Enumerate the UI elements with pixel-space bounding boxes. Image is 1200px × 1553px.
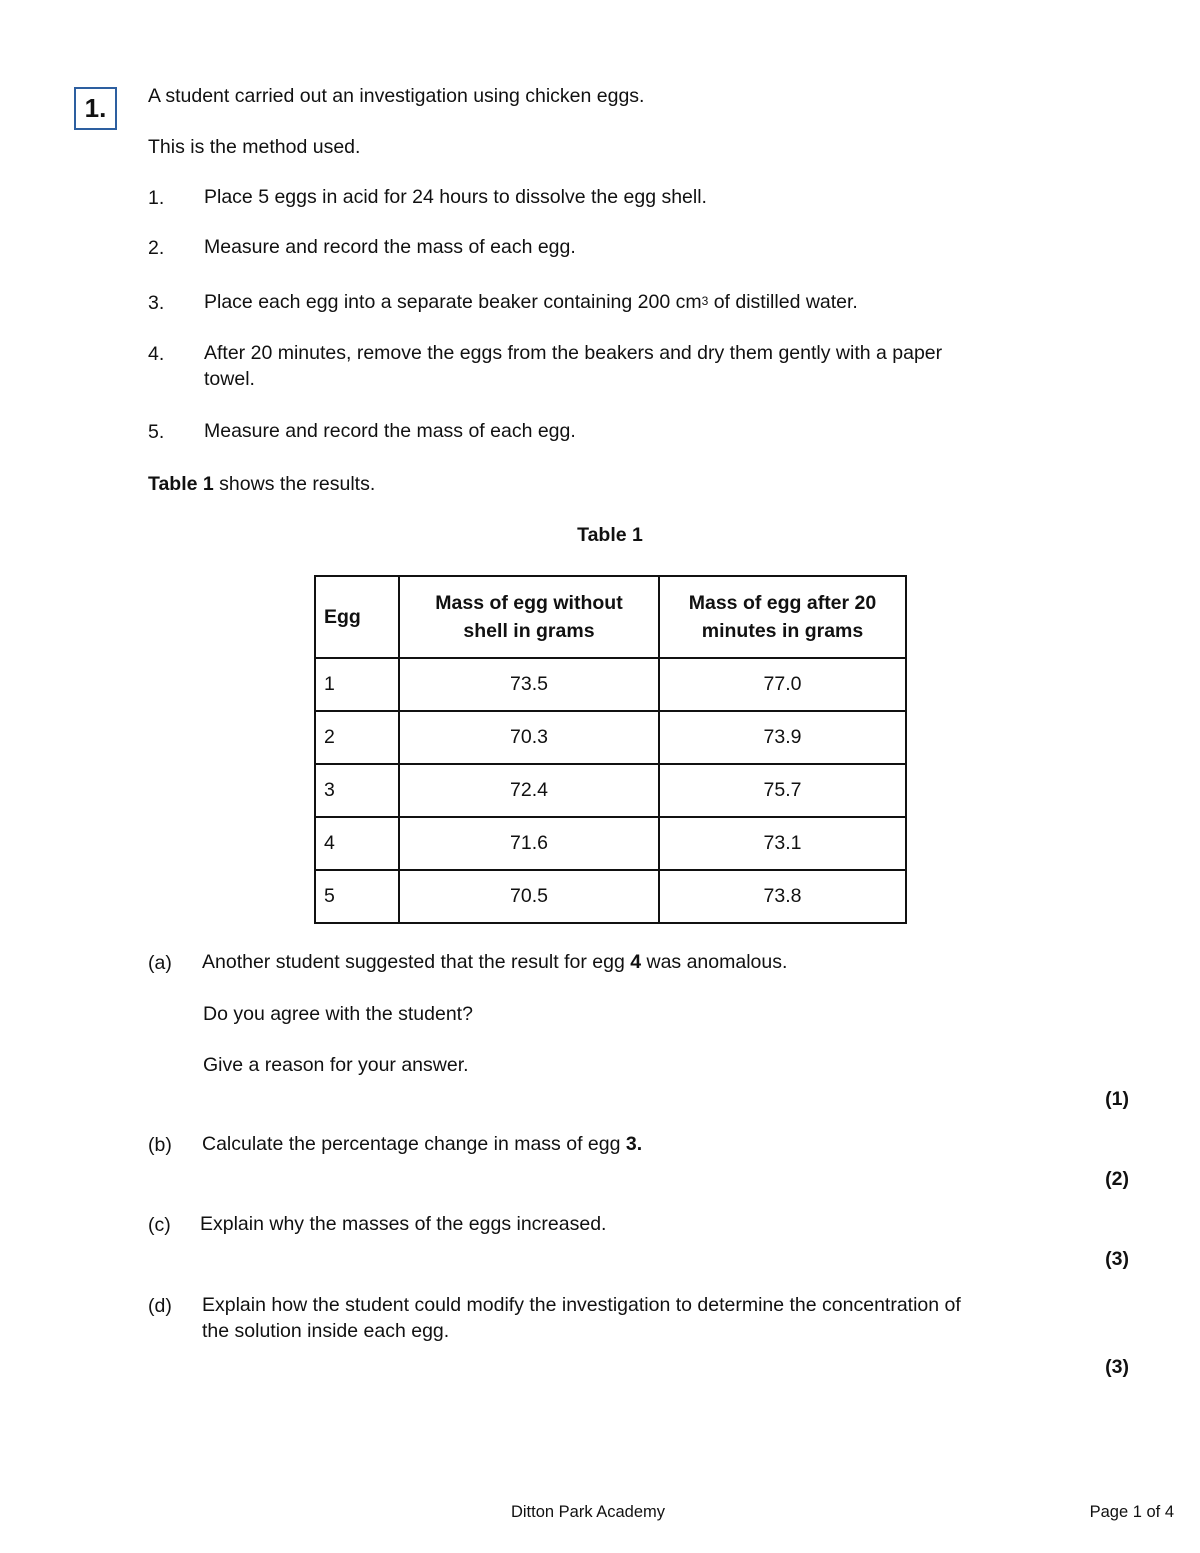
part-a-label: (a) [148,952,172,974]
part-a-question: Do you agree with the student? [203,1003,473,1025]
cell-mass-before: 73.5 [399,658,659,711]
header-egg: Egg [315,576,399,658]
part-a-text-part: was anomalous. [641,951,788,973]
step-number: 5. [148,421,165,443]
table-reference-bold: Table 1 [148,473,214,495]
part-a-instruction: Give a reason for your answer. [203,1054,469,1076]
part-c-text: Explain why the masses of the eggs increased. [200,1213,607,1235]
header-line: Mass of egg after 20 [688,592,877,614]
question-intro: A student carried out an investigation using chicken eggs. [148,85,645,107]
step-number: 3. [148,292,165,314]
part-d-label: (d) [148,1295,172,1317]
step-number: 4. [148,343,165,365]
step-number: 1. [148,187,165,209]
cell-mass-before: 70.5 [399,870,659,923]
step-text [204,289,858,317]
part-a-text [202,949,787,975]
part-b-marks: (2) [1105,1168,1129,1190]
part-b-text-part: Calculate the percentage change in mass of egg [202,1133,626,1155]
part-d-line: Explain how the student could modify the investigation to determine the concentration of [202,1294,961,1316]
part-b-text [202,1131,642,1157]
question-number: 1. [74,87,117,130]
header-line: Mass of egg without [435,592,623,614]
step-text: Place 5 eggs in acid for 24 hours to dissolve the egg shell. [204,186,707,208]
table-row [315,870,906,923]
cell-mass-after: 73.9 [659,711,906,764]
part-c-label: (c) [148,1214,171,1236]
step-text-line: After 20 minutes, remove the eggs from the beakers and dry them gently with a paper [204,342,943,364]
method-intro: This is the method used. [148,136,361,158]
step-text-line: towel. [204,368,255,390]
footer-school: Ditton Park Academy [510,1503,666,1521]
cell-egg: 4 [315,817,399,870]
header-mass-before [399,576,659,658]
part-b-bold: 3. [625,1133,643,1155]
table-row [315,658,906,711]
table-title: Table 1 [577,524,643,546]
cell-mass-after: 77.0 [659,658,906,711]
part-b-label: (b) [148,1134,172,1156]
header-line: shell in grams [463,620,595,642]
part-a-marks: (1) [1105,1088,1129,1110]
part-d-line: the solution inside each egg. [202,1320,450,1342]
step-text: Measure and record the mass of each egg. [204,236,576,258]
cell-egg: 2 [315,711,399,764]
step-number: 2. [148,237,165,259]
cell-mass-after: 73.8 [659,870,906,923]
footer-page-number: Page 1 of 4 [1089,1503,1174,1521]
step-text: Measure and record the mass of each egg. [204,420,576,442]
cell-mass-after: 75.7 [659,764,906,817]
results-table [314,575,907,924]
table-row [315,817,906,870]
cell-egg: 3 [315,764,399,817]
table-reference-text: shows the results. [213,473,376,495]
header-mass-after [659,576,906,658]
part-d-marks: (3) [1105,1356,1129,1378]
cell-mass-before: 72.4 [399,764,659,817]
part-c-marks: (3) [1105,1248,1129,1270]
cell-mass-before: 71.6 [399,817,659,870]
step-text [204,340,942,392]
cell-egg: 1 [315,658,399,711]
superscript: 3 [701,294,709,308]
part-d-text [202,1292,961,1344]
cell-egg: 5 [315,870,399,923]
table-row [315,711,906,764]
part-a-bold: 4 [630,951,642,973]
header-line: minutes in grams [701,620,864,642]
cell-mass-after: 73.1 [659,817,906,870]
part-a-text-part: Another student suggested that the result for egg [202,951,631,973]
step-text-part: of distilled water. [708,291,858,313]
cell-mass-before: 70.3 [399,711,659,764]
table-reference [148,473,375,496]
table-header-row [315,576,906,658]
step-text-part: Place each egg into a separate beaker containing 200 cm [204,291,702,313]
table-row [315,764,906,817]
